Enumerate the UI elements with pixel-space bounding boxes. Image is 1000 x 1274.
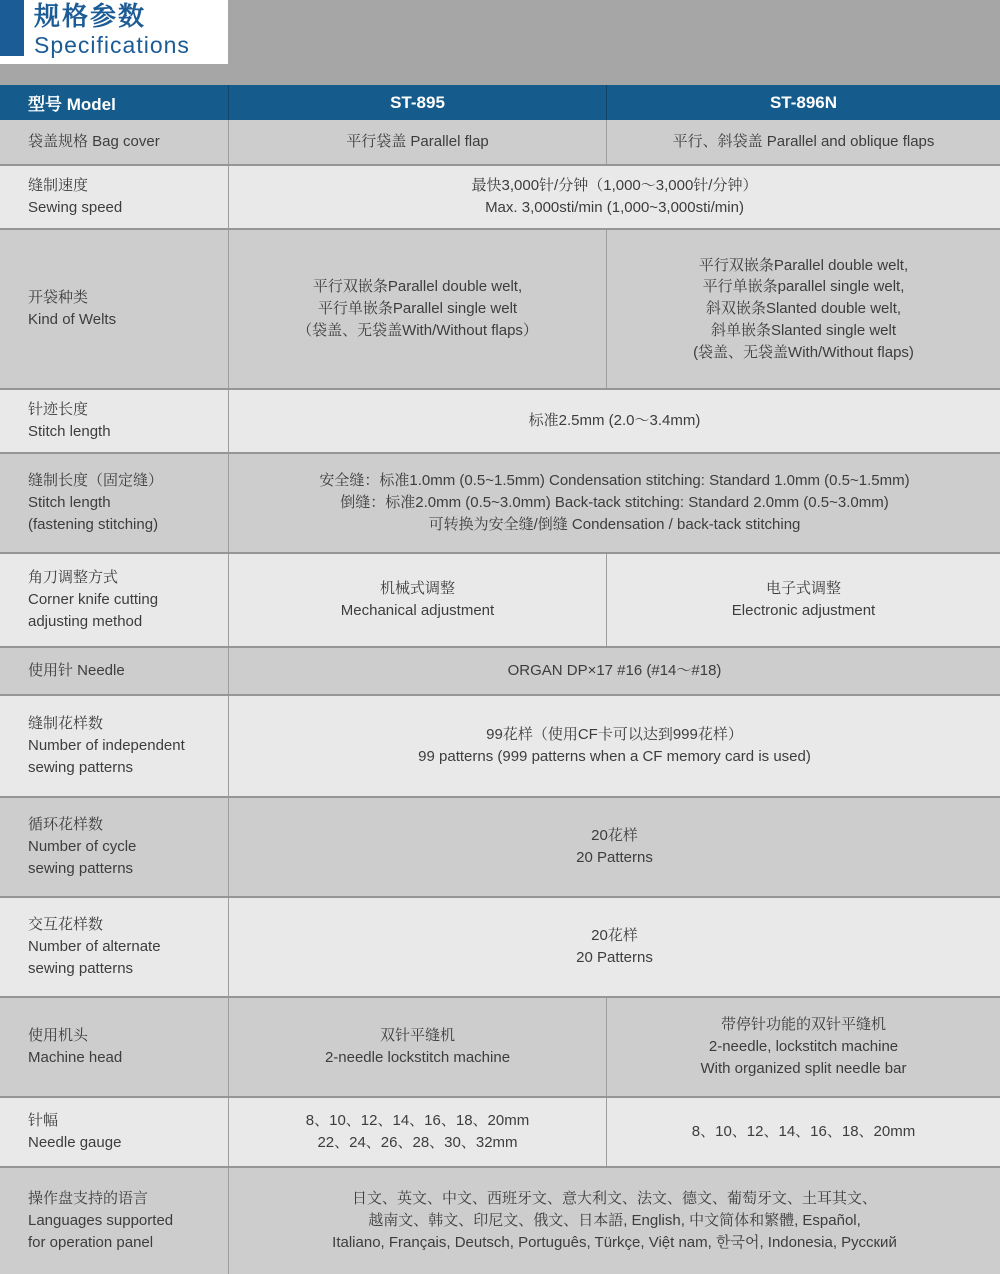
spec-label-cell-line: sewing patterns: [28, 959, 134, 977]
spec-label-cell: [0, 998, 228, 1096]
spec-value-cell-line: 斜双嵌条Slanted double welt,: [705, 300, 902, 318]
spec-value-span-cell: [228, 898, 1000, 996]
spec-label-cell: [0, 898, 228, 996]
spec-row: [0, 998, 1000, 1098]
spec-value-cell-line: 双针平缝机: [379, 1027, 455, 1045]
spec-label-cell: [0, 696, 228, 796]
spec-value-cell: [606, 554, 1000, 646]
spec-value-span-cell: [228, 166, 1000, 228]
spec-value-cell-line: (袋盖、无袋盖With/Without flaps): [693, 343, 914, 361]
spec-label-cell-line: 缝制花样数: [28, 715, 104, 733]
spec-row: [0, 390, 1000, 454]
spec-value-cell: [228, 120, 606, 164]
spec-row: [0, 898, 1000, 998]
spec-label-cell-line: 袋盖规格 Bag cover: [28, 133, 160, 151]
page-title-zh: 规格参数: [34, 1, 147, 31]
spec-label-cell-line: sewing patterns: [28, 758, 134, 776]
spec-value-span-cell-line: 标准2.5mm (2.0～3.4mm): [528, 412, 701, 430]
page-title-en: Specifications: [34, 31, 190, 58]
spec-value-span-cell-line: 99 patterns (999 patterns when a CF memory card is used): [418, 748, 811, 765]
spec-value-cell-line: Electronic adjustment: [731, 602, 876, 619]
spec-value-span-cell-line: 倒缝：标准2.0mm (0.5~3.0mm) Back-tack stitching: Standard 2.0mm (0.5~3.0mm): [340, 494, 889, 512]
spec-value-span-cell: [228, 454, 1000, 552]
spec-value-cell: [228, 554, 606, 646]
spec-label-cell: [0, 454, 228, 552]
spec-label-cell: [0, 1168, 228, 1274]
spec-label-cell-line: Number of independent: [28, 737, 185, 755]
spec-label-cell-line: Needle gauge: [28, 1134, 122, 1151]
spec-value-span-cell: [228, 648, 1000, 694]
spec-value-span-cell: [228, 1168, 1000, 1274]
spec-value-span-cell-line: 越南文、韩文、印尼文、俄文、日本語, English, 中文简体和繁體, Español,: [368, 1212, 861, 1230]
spec-row: [0, 1168, 1000, 1274]
spec-value-span-cell-line: 20花样: [591, 827, 638, 845]
spec-label-cell-line: 针幅: [28, 1112, 59, 1130]
spec-label-cell: [0, 166, 228, 228]
spec-row: [0, 120, 1000, 166]
table-header-row: [0, 85, 1000, 120]
spec-value-cell-line: 平行双嵌条Parallel double welt,: [698, 256, 909, 274]
spec-value-cell-line: Mechanical adjustment: [340, 602, 495, 619]
header-st896n: ST-896N: [606, 85, 1000, 120]
spec-value-span-cell-line: 20 Patterns: [576, 849, 653, 866]
spec-value-cell-line: 2-needle, lockstitch machine: [708, 1038, 899, 1056]
spec-label-cell-line: 缝制长度（固定缝）: [28, 472, 164, 490]
spec-label-cell-line: 使用机头: [28, 1027, 89, 1045]
title-accent-bar: [0, 0, 24, 56]
spec-label-cell-line: 缝制速度: [28, 177, 89, 195]
spec-label-cell: [0, 648, 228, 694]
spec-label-cell-line: Sewing speed: [28, 199, 123, 216]
spec-label-cell-line: Languages supported: [28, 1212, 174, 1230]
spec-row: [0, 166, 1000, 230]
header-model: 型号 Model: [28, 95, 116, 114]
spec-value-span-cell-line: 安全缝：标准1.0mm (0.5~1.5mm) Condensation stitching: Standard 1.0mm (0.5~1.5mm): [319, 472, 910, 490]
spec-label-cell: [0, 1098, 228, 1166]
spec-row: [0, 648, 1000, 696]
spec-label-cell-line: Stitch length: [28, 423, 111, 440]
spec-label-cell-line: sewing patterns: [28, 859, 134, 877]
spec-label-cell-line: Kind of Welts: [28, 311, 117, 328]
spec-value-cell-line: 8、10、12、14、16、18、20mm: [305, 1112, 530, 1130]
spec-label-cell-line: 角刀调整方式: [28, 569, 119, 587]
spec-row: [0, 798, 1000, 898]
spec-value-cell-line: 带停针功能的双针平缝机: [720, 1016, 886, 1034]
spec-value-cell-line: 机械式调整: [379, 580, 455, 598]
spec-label-cell-line: 操作盘支持的语言: [28, 1190, 149, 1208]
spec-value-span-cell: [228, 390, 1000, 452]
spec-value-cell-line: 平行单嵌条parallel single welt,: [702, 278, 905, 296]
spec-label-cell-line: Machine head: [28, 1049, 123, 1066]
spec-label-cell-line: adjusting method: [28, 612, 143, 630]
spec-label-cell: [0, 798, 228, 896]
specifications-table: [0, 85, 1000, 1274]
spec-value-cell-line: 2-needle lockstitch machine: [324, 1049, 511, 1066]
spec-label-cell-line: 针迹长度: [28, 401, 89, 419]
spec-value-cell: [228, 998, 606, 1096]
spec-value-span-cell-line: Max. 3,000sti/min (1,000~3,000sti/min): [485, 199, 744, 216]
spec-label-cell: [0, 120, 228, 164]
title-band: [0, 0, 1000, 85]
spec-label-cell-line: (fastening stitching): [28, 515, 159, 533]
spec-value-cell-line: 平行、斜袋盖 Parallel and oblique flaps: [672, 133, 935, 151]
spec-value-span-cell: [228, 798, 1000, 896]
spec-value-cell-line: 斜单嵌条Slanted single welt: [710, 321, 897, 339]
spec-value-span-cell: [228, 696, 1000, 796]
spec-value-cell-line: 平行单嵌条Parallel single welt: [317, 300, 518, 318]
spec-value-cell: [228, 1098, 606, 1166]
spec-value-cell: [228, 230, 606, 388]
spec-label-cell: [0, 554, 228, 646]
spec-value-cell: [606, 1098, 1000, 1166]
spec-value-cell-line: 22、24、26、28、30、32mm: [317, 1134, 518, 1151]
page-title: [24, 0, 190, 58]
spec-label-cell: [0, 390, 228, 452]
spec-row: [0, 1098, 1000, 1168]
spec-label-cell-line: for operation panel: [28, 1233, 154, 1251]
spec-value-cell-line: 8、10、12、14、16、18、20mm: [691, 1123, 916, 1141]
spec-label-cell-line: Number of cycle: [28, 838, 137, 856]
spec-label-cell-line: Corner knife cutting: [28, 591, 159, 609]
spec-value-cell-line: （袋盖、无袋盖With/Without flaps）: [297, 321, 538, 339]
title-box: [0, 0, 228, 64]
spec-value-span-cell-line: 可转换为安全缝/倒缝 Condensation / back-tack stitching: [428, 515, 801, 533]
spec-value-span-cell-line: 99花样（使用CF卡可以达到999花样）: [486, 726, 743, 744]
spec-value-cell-line: 电子式调整: [765, 580, 841, 598]
spec-value-span-cell-line: 20花样: [591, 927, 638, 945]
spec-label-cell-line: 开袋种类: [28, 289, 89, 307]
spec-value-cell: [606, 120, 1000, 164]
spec-value-cell: [606, 998, 1000, 1096]
spec-row: [0, 230, 1000, 390]
spec-value-cell-line: 平行双嵌条Parallel double welt,: [312, 278, 523, 296]
spec-row: [0, 454, 1000, 554]
spec-value-cell: [606, 230, 1000, 388]
spec-label-cell-line: 交互花样数: [28, 916, 104, 934]
spec-value-span-cell-line: ORGAN DP×17 #16 (#14～#18): [507, 662, 722, 680]
spec-label-cell: [0, 230, 228, 388]
spec-value-cell-line: With organized split needle bar: [700, 1059, 907, 1077]
spec-value-span-cell-line: Italiano, Français, Deutsch, Português, Türkçe, Việt nam, 한국어, Indonesia, Русский: [332, 1233, 897, 1251]
header-st895: ST-895: [228, 85, 606, 120]
table-body: [0, 120, 1000, 1274]
spec-label-cell-line: 使用针 Needle: [28, 662, 125, 680]
spec-label-cell-line: Number of alternate: [28, 938, 161, 956]
spec-row: [0, 554, 1000, 648]
spec-value-span-cell-line: 日文、英文、中文、西班牙文、意大利文、法文、德文、葡萄牙文、土耳其文、: [351, 1190, 877, 1208]
spec-label-cell-line: Stitch length: [28, 494, 111, 512]
spec-label-cell-line: 循环花样数: [28, 816, 104, 834]
spec-value-cell-line: 平行袋盖 Parallel flap: [346, 133, 489, 151]
spec-value-span-cell-line: 20 Patterns: [576, 949, 653, 966]
spec-row: [0, 696, 1000, 798]
spec-value-span-cell-line: 最快3,000针/分钟（1,000～3,000针/分钟）: [471, 177, 758, 195]
